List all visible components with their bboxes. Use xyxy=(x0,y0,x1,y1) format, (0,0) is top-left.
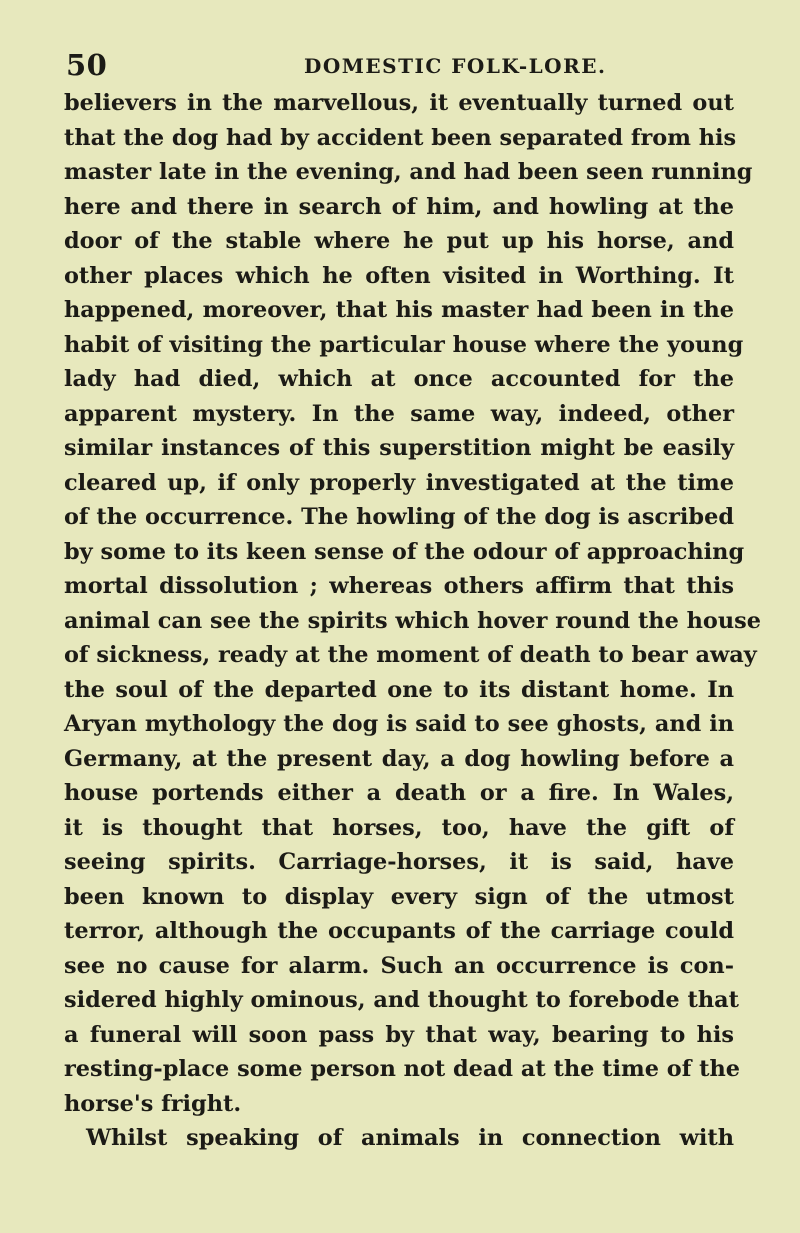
text-line: apparent mystery. In the same way, indeed, other xyxy=(64,400,734,427)
page-header xyxy=(66,48,756,88)
text-line: animal can see the spirits which hover round the house xyxy=(64,607,761,634)
text-line: cleared up, if only properly investigated at the time xyxy=(64,469,734,496)
body-text xyxy=(64,86,761,1156)
text-line: Germany, at the present day, a dog howling before a xyxy=(64,745,734,772)
text-line: a funeral will soon pass by that way, bearing to his xyxy=(64,1021,734,1048)
text-line: Aryan mythology the dog is said to see ghosts, and in xyxy=(64,711,734,737)
text-line: it is thought that horses, too, have the gift of xyxy=(64,814,734,841)
text-line: that the dog had by accident been separated from his xyxy=(64,124,737,151)
text-line: sidered highly ominous, and thought to forebode that xyxy=(64,987,739,1013)
text-line: other places which he often visited in Worthing. It xyxy=(64,262,734,289)
text-line: habit of visiting the particular house where the young xyxy=(64,331,744,358)
text-line: master late in the evening, and had been seen running xyxy=(64,159,753,185)
text-line: of the occurrence. The howling of the dog is ascribed xyxy=(64,504,734,530)
text-line: door of the stable where he put up his horse, and xyxy=(64,228,734,254)
text-line: seeing spirits. Carriage-horses, it is said, have xyxy=(64,849,734,875)
text-line: believers in the marvellous, it eventually turned out xyxy=(64,90,734,116)
text-line: resting-place some person not dead at the time of the xyxy=(64,1056,740,1082)
text-line: of sickness, ready at the moment of death to bear away xyxy=(64,642,757,668)
text-line: see no cause for alarm. Such an occurrence is con- xyxy=(64,952,734,979)
text-line: similar instances of this superstition might be easily xyxy=(64,435,734,461)
text-line: lady had died, which at once accounted for the xyxy=(64,366,734,392)
text-line: been known to display every sign of the utmost xyxy=(64,883,734,910)
text-line: here and there in search of him, and howling at the xyxy=(64,193,734,220)
text-line: horse's fright. xyxy=(64,1090,242,1117)
text-line: Whilst speaking of animals in connection with xyxy=(86,1125,734,1151)
running-head: DOMESTIC FOLK-LORE. xyxy=(304,54,607,78)
text-line: terror, although the occupants of the carriage could xyxy=(64,918,734,944)
text-line: house portends either a death or a fire. In Wales, xyxy=(64,780,734,806)
text-line: mortal dissolution ; whereas others affirm that this xyxy=(64,573,734,599)
text-line: the soul of the departed one to its distant home. In xyxy=(64,676,734,703)
text-line: by some to its keen sense of the odour of approaching xyxy=(64,538,745,565)
page-number: 50 xyxy=(66,48,108,82)
text-line: happened, moreover, that his master had been in the xyxy=(64,297,734,323)
